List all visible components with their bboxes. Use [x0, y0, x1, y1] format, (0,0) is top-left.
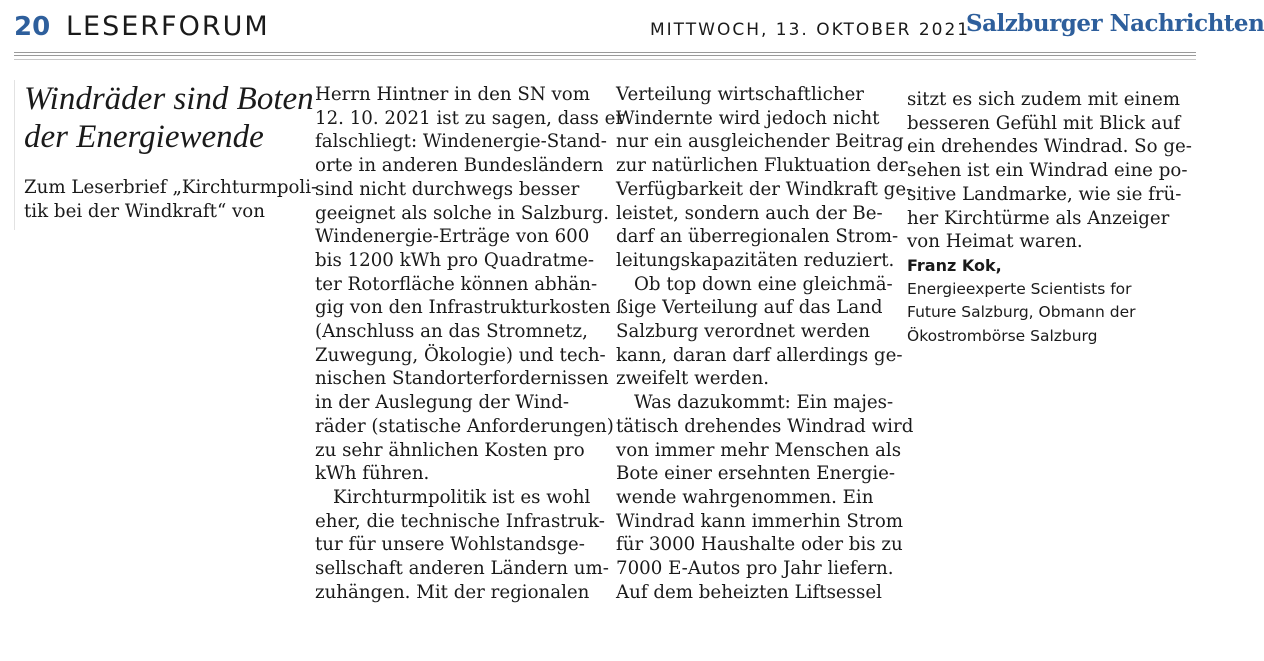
text-line: Bote einer ersehnten Energie- — [616, 463, 896, 485]
text-line: in der Auslegung der Wind- — [315, 392, 570, 414]
text-line: kann, daran darf allerdings ge- — [616, 344, 903, 366]
text-line: sitzt es sich zudem mit einem — [907, 89, 1181, 110]
text-line: zur natürlichen Fluktuation der — [616, 155, 908, 177]
author-affiliation: Energieexperte Scientists for — [907, 279, 1132, 298]
text-line: Windernte wird jedoch nicht — [616, 107, 880, 129]
article-headline — [24, 80, 314, 156]
text-line: gig von den Infrastrukturkosten — [315, 297, 611, 319]
text-line: Verfügbarkeit der Windkraft ge- — [616, 178, 913, 200]
header-rule — [14, 52, 1196, 53]
text-column-3 — [616, 83, 914, 604]
text-line: zuhängen. Mit der regionalen — [315, 581, 590, 603]
issue-date: MITTWOCH, 13. OKTOBER 2021 — [650, 20, 971, 40]
text-line: für 3000 Haushalte oder bis zu — [616, 534, 903, 556]
newspaper-logo: Salzburger Nachrichten — [966, 10, 1264, 37]
text-line: wende wahrgenommen. Ein — [616, 486, 874, 508]
author-name: Franz Kok, — [907, 255, 1002, 275]
headline-line: der Energiewende — [24, 119, 264, 155]
text-line: tätisch drehendes Windrad wird — [616, 415, 914, 437]
section-title: LESERFORUM — [66, 11, 270, 42]
text-line: sitive Landmarke, wie sie frü- — [907, 183, 1182, 205]
text-line: bis 1200 kWh pro Quadratme- — [315, 249, 595, 271]
text-line: sind nicht durchwegs besser — [315, 178, 580, 200]
text-line: sellschaft anderen Ländern um- — [315, 558, 609, 580]
paragraph-start-line: Was dazukommt: Ein majes- — [634, 392, 894, 414]
header-rule — [14, 59, 1196, 60]
text-line: her Kirchtürme als Anzeiger — [907, 207, 1170, 229]
headline-line: Windräder sind Boten — [24, 81, 314, 117]
paragraph-start-line: Kirchturmpolitik ist es wohl — [333, 486, 591, 508]
text-line: 7000 E-Autos pro Jahr liefern. — [616, 558, 894, 580]
text-line: darf an überregionalen Strom- — [616, 226, 899, 248]
text-line: tur für unsere Wohlstandsge- — [315, 534, 585, 556]
text-line: leistet, sondern auch der Be- — [616, 202, 883, 224]
text-line: geeignet als solche in Salzburg. — [315, 202, 610, 224]
article-lead — [24, 176, 318, 223]
text-line: Herrn Hintner in den SN vom — [315, 84, 590, 105]
text-line: sehen ist ein Windrad eine po- — [907, 160, 1188, 182]
text-line: Windrad kann immerhin Strom — [616, 510, 904, 532]
author-affiliation: Ökostrombörse Salzburg — [907, 326, 1098, 345]
text-line: orte in anderen Bundesländern — [315, 155, 604, 177]
text-line: nur ein ausgleichender Beitrag — [616, 131, 904, 153]
text-line: zu sehr ähnlichen Kosten pro — [315, 439, 585, 461]
text-line: 12. 10. 2021 ist zu sagen, dass er — [315, 107, 625, 129]
text-line: leitungskapazitäten reduziert. — [616, 249, 895, 271]
text-line: nischen Standorterfordernissen — [315, 368, 609, 390]
text-line: von Heimat waren. — [907, 231, 1083, 253]
text-line: ein drehendes Windrad. So ge- — [907, 136, 1192, 158]
paragraph-start-line: Ob top down eine gleichmä- — [634, 273, 893, 295]
text-line: Salzburg verordnet werden — [616, 321, 870, 343]
text-line: zweifelt werden. — [616, 368, 770, 390]
text-line: eher, die technische Infrastruk- — [315, 510, 605, 532]
text-column-4 — [907, 88, 1192, 348]
text-line: besseren Gefühl mit Blick auf — [907, 112, 1181, 134]
text-line: von immer mehr Menschen als — [616, 439, 902, 461]
text-line: Windenergie-Erträge von 600 — [315, 226, 590, 248]
text-line: (Anschluss an das Stromnetz, — [315, 321, 588, 343]
page-number: 20 — [14, 12, 51, 42]
header-rule — [14, 55, 1196, 56]
text-column-2 — [315, 83, 625, 604]
text-line: kWh führen. — [315, 463, 430, 485]
text-line: Verteilung wirtschaftlicher — [616, 84, 864, 105]
text-line: Auf dem beheizten Liftsessel — [616, 581, 882, 603]
text-line: falschliegt: Windenergie-Stand- — [315, 131, 607, 153]
page-header — [0, 0, 1264, 62]
author-affiliation: Future Salzburg, Obmann der — [907, 303, 1136, 322]
column-divider — [14, 80, 15, 230]
lead-line: Zum Leserbrief „Kirchturmpoli- — [24, 177, 318, 198]
text-line: ter Rotorfläche können abhän- — [315, 273, 598, 295]
text-line: ßige Verteilung auf das Land — [616, 297, 883, 319]
text-line: räder (statische Anforderungen) — [315, 415, 614, 437]
text-line: Zuwegung, Ökologie) und tech- — [315, 344, 606, 366]
lead-line: tik bei der Windkraft“ von — [24, 200, 265, 222]
